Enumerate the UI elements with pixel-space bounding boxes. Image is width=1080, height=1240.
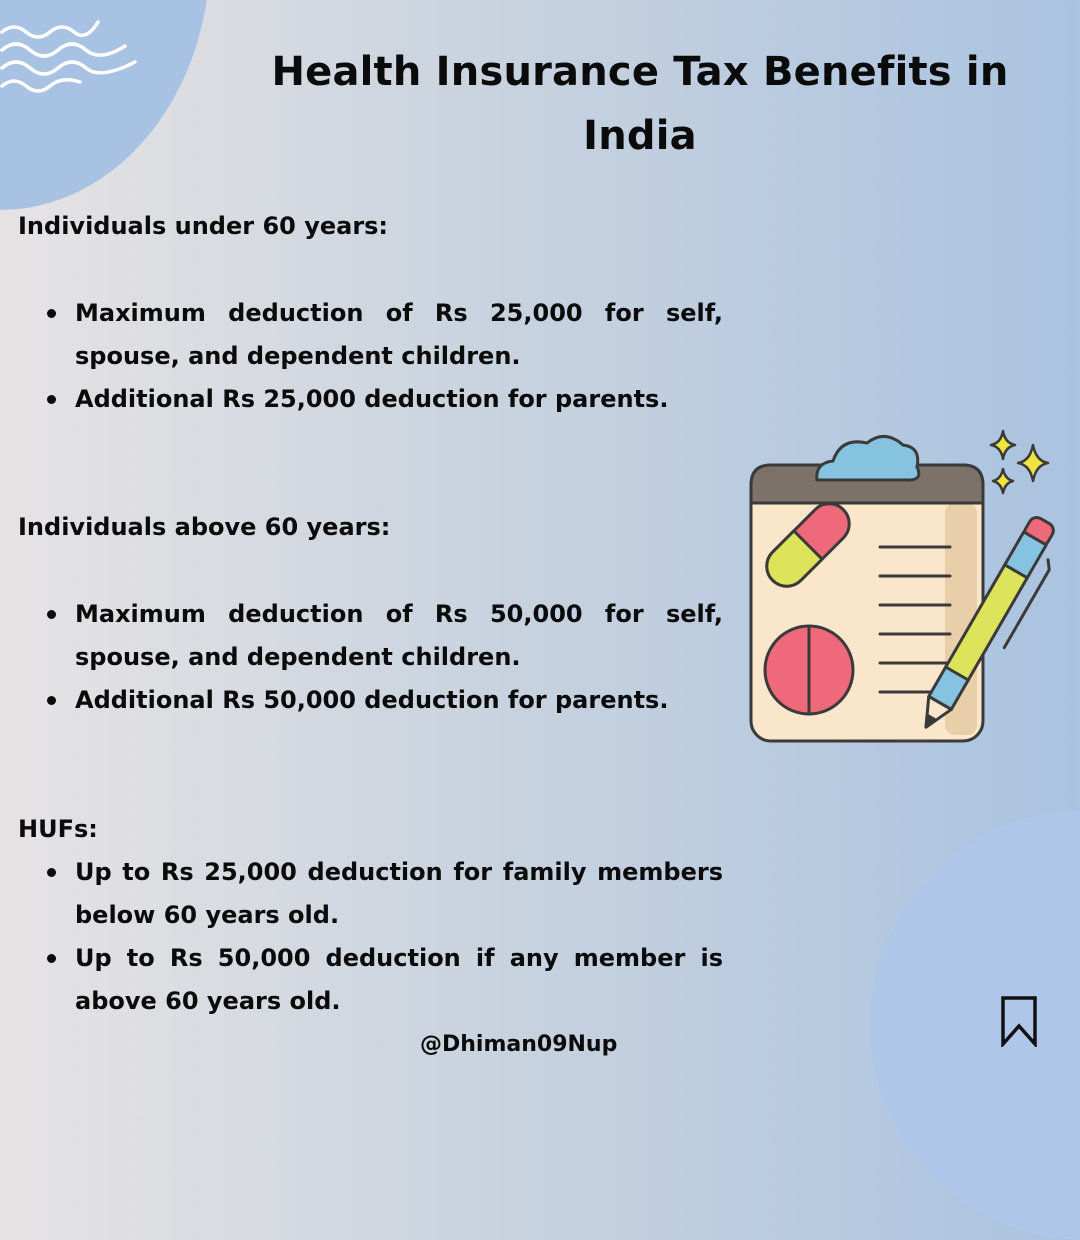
section-heading-hufs: HUFs:: [18, 815, 98, 843]
section-heading-under-60: Individuals under 60 years:: [18, 212, 389, 240]
list-item: Maximum deduction of Rs 50,000 for self, spouse, and dependent children.: [75, 593, 723, 679]
corner-circle-decoration-bottom: [870, 810, 1080, 1240]
bookmark-icon[interactable]: [1000, 995, 1038, 1047]
list-item: Up to Rs 50,000 deduction if any member is above 60 years old.: [75, 937, 723, 1023]
section-heading-above-60: Individuals above 60 years:: [18, 513, 391, 541]
page-title: Health Insurance Tax Benefits in India: [271, 49, 1009, 159]
list-item: Additional Rs 25,000 deduction for parents.: [75, 378, 723, 421]
list-hufs: [75, 851, 723, 1023]
author-handle: @Dhiman09Nup: [420, 1032, 618, 1057]
clipboard-prescription-icon: [745, 425, 1065, 755]
list-under-60: [75, 292, 723, 421]
list-item: Up to Rs 25,000 deduction for family members below 60 years old.: [75, 851, 723, 937]
list-item: Maximum deduction of Rs 25,000 for self, spouse, and dependent children.: [75, 292, 723, 378]
list-item: Additional Rs 50,000 deduction for parents.: [75, 679, 723, 722]
waves-icon: [0, 10, 150, 100]
list-above-60: [75, 593, 723, 722]
